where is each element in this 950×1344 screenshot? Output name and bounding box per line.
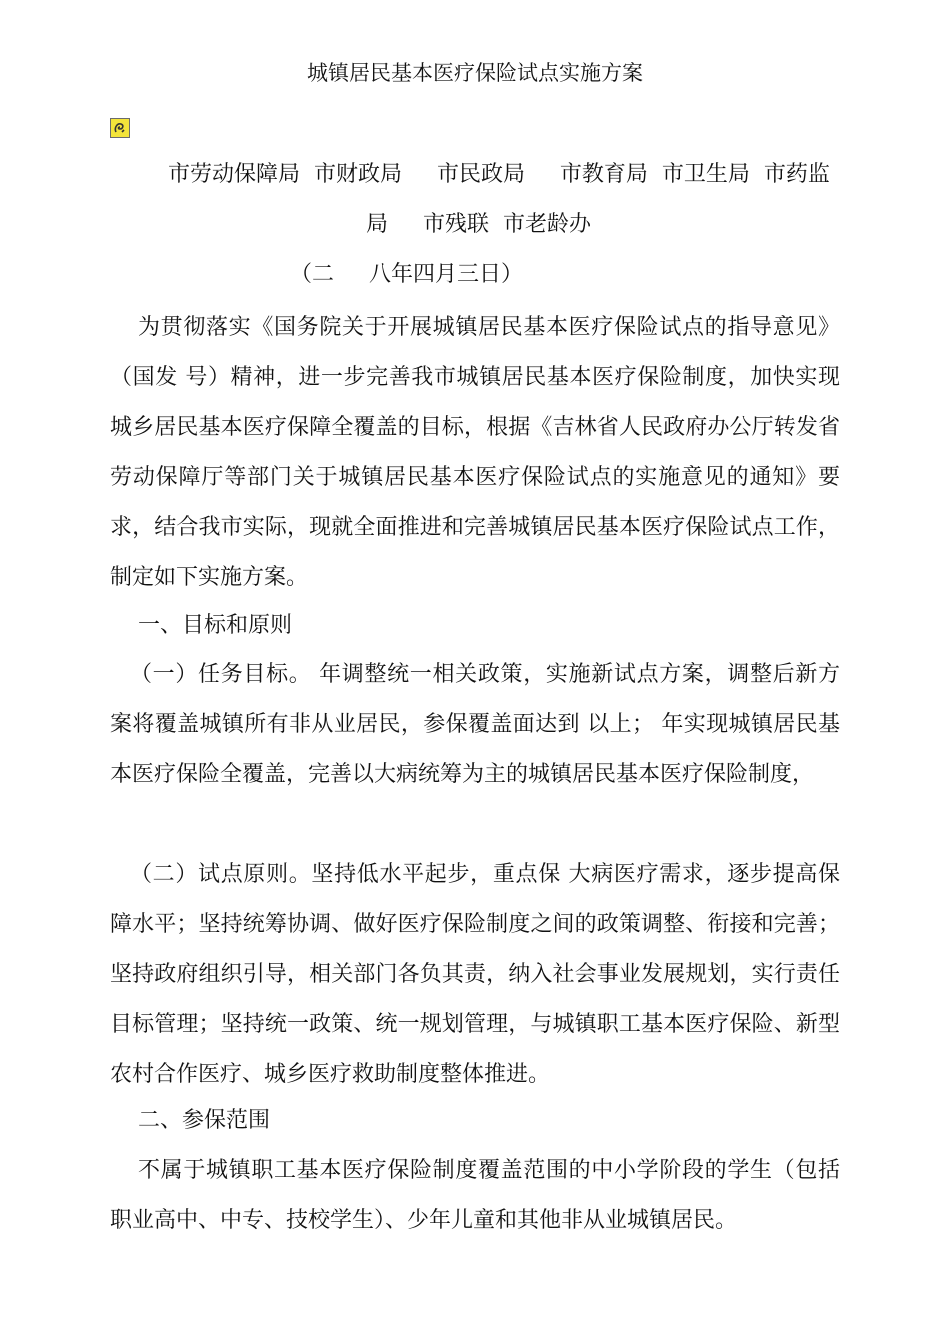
intro-paragraph: 为贯彻落实《国务院关于开展城镇居民基本医疗保险试点的指导意见》（国发 号）精神，进一步完善我市城镇居民基本医疗保险制度，加快实现城乡居民基本医疗保障全覆盖的目标，根据《吉林省人民政府办公厅转发省劳动保障厅等部门关于城镇居民基本医疗保险试点的实施意见的通知》要求，结合我市实际，现就全面推进和完善城镇居民基本医疗保险试点工作，制定如下实施方案。 — [110, 315, 840, 590]
section-2-heading: 二、参保范围 — [138, 1108, 271, 1133]
section-1-item-2: （二）试点原则。坚持低水平起步，重点保 大病医疗需求，逐步提高保障水平；坚持统筹协调、做好医疗保险制度之间的政策调整、衔接和完善；坚持政府组织引导，相关部门各负其责，纳入社会事业发展规划，实行责任目标管理；坚持统一政策、统一规划管理，与城镇职工基本医疗保险、新型农村合作医疗、城乡医疗救助制度整体推进。 — [110, 862, 840, 1087]
embedded-object-glyph — [111, 119, 129, 137]
document-title: 城镇居民基本医疗保险试点实施方案 — [307, 61, 643, 85]
section-2-body: 不属于城镇职工基本医疗保险制度覆盖范围的中小学阶段的学生（包括职业高中、中专、技校学生）、少年儿童和其他非从业城镇居民。 — [110, 1158, 840, 1233]
issuers-line-1: 市劳动保障局 市财政局 市民政局 市教育局 市卫生局 市药监 — [168, 162, 830, 187]
issue-date: （二 八年四月三日） — [290, 262, 523, 287]
embedded-object-icon[interactable] — [110, 118, 130, 138]
section-1-heading: 一、目标和原则 — [138, 613, 293, 638]
issuers-line-2: 局 市残联 市老龄办 — [366, 212, 591, 237]
section-1-item-1: （一）任务目标。 年调整统一相关政策，实施新试点方案，调整后新方案将覆盖城镇所有非从业居民，参保覆盖面达到 以上； 年实现城镇居民基本医疗保险全覆盖，完善以大病统筹为主的城镇居民基本医疗保险制度， — [110, 662, 840, 787]
